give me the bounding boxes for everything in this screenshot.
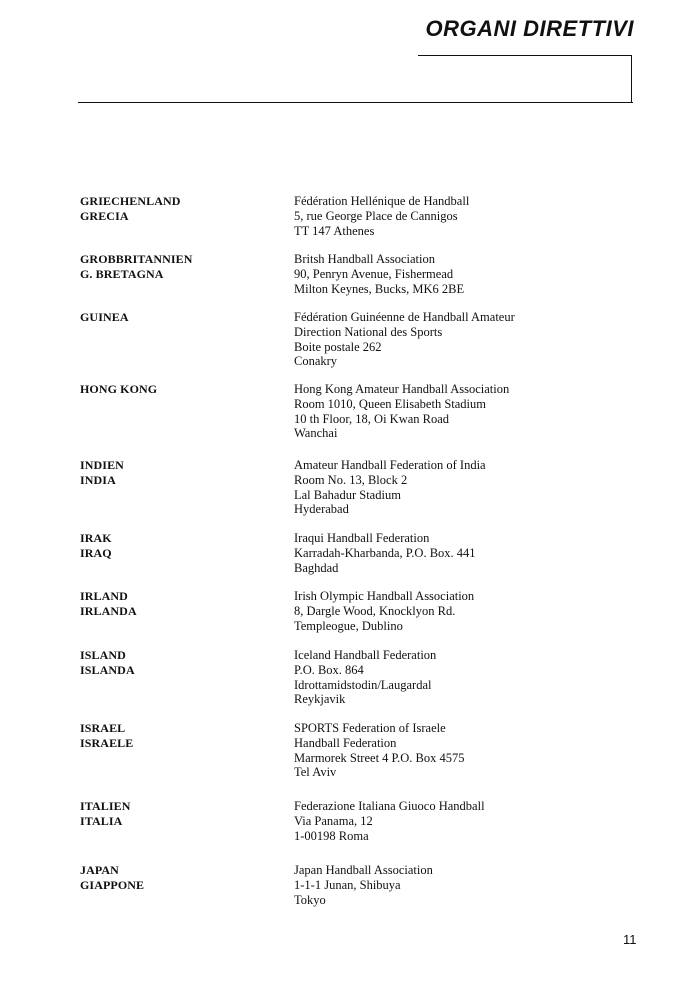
- address-line: Room No. 13, Block 2: [294, 472, 408, 487]
- page-number: 11: [623, 932, 637, 947]
- address-line: Direction National des Sports: [294, 324, 443, 339]
- country-name-line: INDIEN: [80, 458, 124, 472]
- country-name-line: ITALIEN: [80, 799, 131, 813]
- country-name-line: GRIECHENLAND: [80, 194, 181, 208]
- country-name-line: ISLAND: [80, 648, 126, 662]
- federation-address: [294, 863, 624, 907]
- address-line: Britsh Handball Association: [294, 252, 435, 266]
- address-line: 1-00198 Roma: [294, 828, 369, 843]
- address-line: Iceland Handball Federation: [294, 648, 437, 662]
- address-line: Japan Handball Association: [294, 863, 433, 877]
- address-line: Lal Bahadur Stadium: [294, 487, 401, 502]
- address-line: 90, Penryn Avenue, Fishermead: [294, 266, 454, 281]
- address-line: Milton Keynes, Bucks, MK6 2BE: [294, 281, 465, 296]
- country-name: [80, 648, 280, 677]
- address-line: Federazione Italiana Giuoco Handball: [294, 799, 485, 813]
- country-name-line: IRLAND: [80, 589, 128, 603]
- address-line: 10 th Floor, 18, Oi Kwan Road: [294, 411, 450, 426]
- federation-address: [294, 799, 624, 843]
- address-line: Hong Kong Amateur Handball Association: [294, 382, 510, 396]
- header-rule-right: [631, 55, 632, 102]
- address-line: 8, Dargle Wood, Knocklyon Rd.: [294, 603, 456, 618]
- country-name-line: GUINEA: [80, 310, 129, 324]
- address-line: Hyderabad: [294, 502, 349, 517]
- federation-address: [294, 648, 624, 707]
- address-line: Via Panama, 12: [294, 813, 373, 828]
- country-name-line: G. BRETAGNA: [80, 266, 164, 281]
- federation-address: [294, 589, 624, 633]
- country-name: [80, 310, 280, 325]
- country-name: [80, 458, 280, 487]
- country-name-line: GRECIA: [80, 208, 129, 223]
- address-line: Karradah-Kharbanda, P.O. Box. 441: [294, 545, 476, 560]
- address-line: Fédération Hellénique de Handball: [294, 194, 470, 208]
- country-name: [80, 863, 280, 892]
- federation-address: [294, 194, 624, 238]
- federation-address: [294, 531, 624, 575]
- address-line: Tel Aviv: [294, 765, 337, 780]
- address-line: Wanchai: [294, 426, 338, 441]
- address-line: Irish Olympic Handball Association: [294, 589, 475, 603]
- header-rule-bottom: [78, 102, 633, 103]
- country-name: [80, 194, 280, 223]
- country-name-line: GROBBRITANNIEN: [80, 252, 193, 266]
- address-line: TT 147 Athenes: [294, 223, 375, 238]
- federation-address: [294, 458, 624, 517]
- country-name-line: IRAK: [80, 531, 112, 545]
- country-name-line: ITALIA: [80, 813, 123, 828]
- country-name-line: HONG KONG: [80, 382, 158, 396]
- address-line: Reykjavik: [294, 692, 346, 707]
- page-title: ORGANI DIRETTIVI: [425, 16, 634, 41]
- address-line: Idrottamidstodin/Laugardal: [294, 677, 432, 692]
- federation-address: [294, 310, 624, 369]
- federation-address: [294, 252, 624, 296]
- address-line: Tokyo: [294, 892, 326, 907]
- address-line: P.O. Box. 864: [294, 662, 364, 677]
- country-name: [80, 252, 280, 281]
- header-rule-top: [418, 55, 632, 56]
- country-name: [80, 531, 280, 560]
- address-line: Boite postale 262: [294, 339, 382, 354]
- country-name-line: IRAQ: [80, 545, 112, 560]
- country-name-line: ISRAELE: [80, 735, 134, 750]
- country-name-line: INDIA: [80, 472, 116, 487]
- country-name: [80, 721, 280, 750]
- address-line: Baghdad: [294, 560, 339, 575]
- country-name-line: IRLANDA: [80, 603, 137, 618]
- address-line: Marmorek Street 4 P.O. Box 4575: [294, 750, 465, 765]
- address-line: Room 1010, Queen Elisabeth Stadium: [294, 396, 486, 411]
- country-name: [80, 589, 280, 618]
- country-name: [80, 799, 280, 828]
- address-line: Handball Federation: [294, 735, 397, 750]
- address-line: Iraqui Handball Federation: [294, 531, 430, 545]
- address-line: Conakry: [294, 354, 338, 369]
- country-name-line: ISRAEL: [80, 721, 126, 735]
- address-line: Templeogue, Dublino: [294, 618, 403, 633]
- country-name: [80, 382, 280, 397]
- country-name-line: JAPAN: [80, 863, 119, 877]
- address-line: 5, rue George Place de Cannigos: [294, 208, 458, 223]
- address-line: Amateur Handball Federation of India: [294, 458, 486, 472]
- address-line: Fédération Guinéenne de Handball Amateur: [294, 310, 515, 324]
- country-name-line: ISLANDA: [80, 662, 135, 677]
- address-line: SPORTS Federation of Israele: [294, 721, 446, 735]
- federation-address: [294, 382, 624, 441]
- country-name-line: GIAPPONE: [80, 877, 145, 892]
- federation-address: [294, 721, 624, 780]
- address-line: 1-1-1 Junan, Shibuya: [294, 877, 401, 892]
